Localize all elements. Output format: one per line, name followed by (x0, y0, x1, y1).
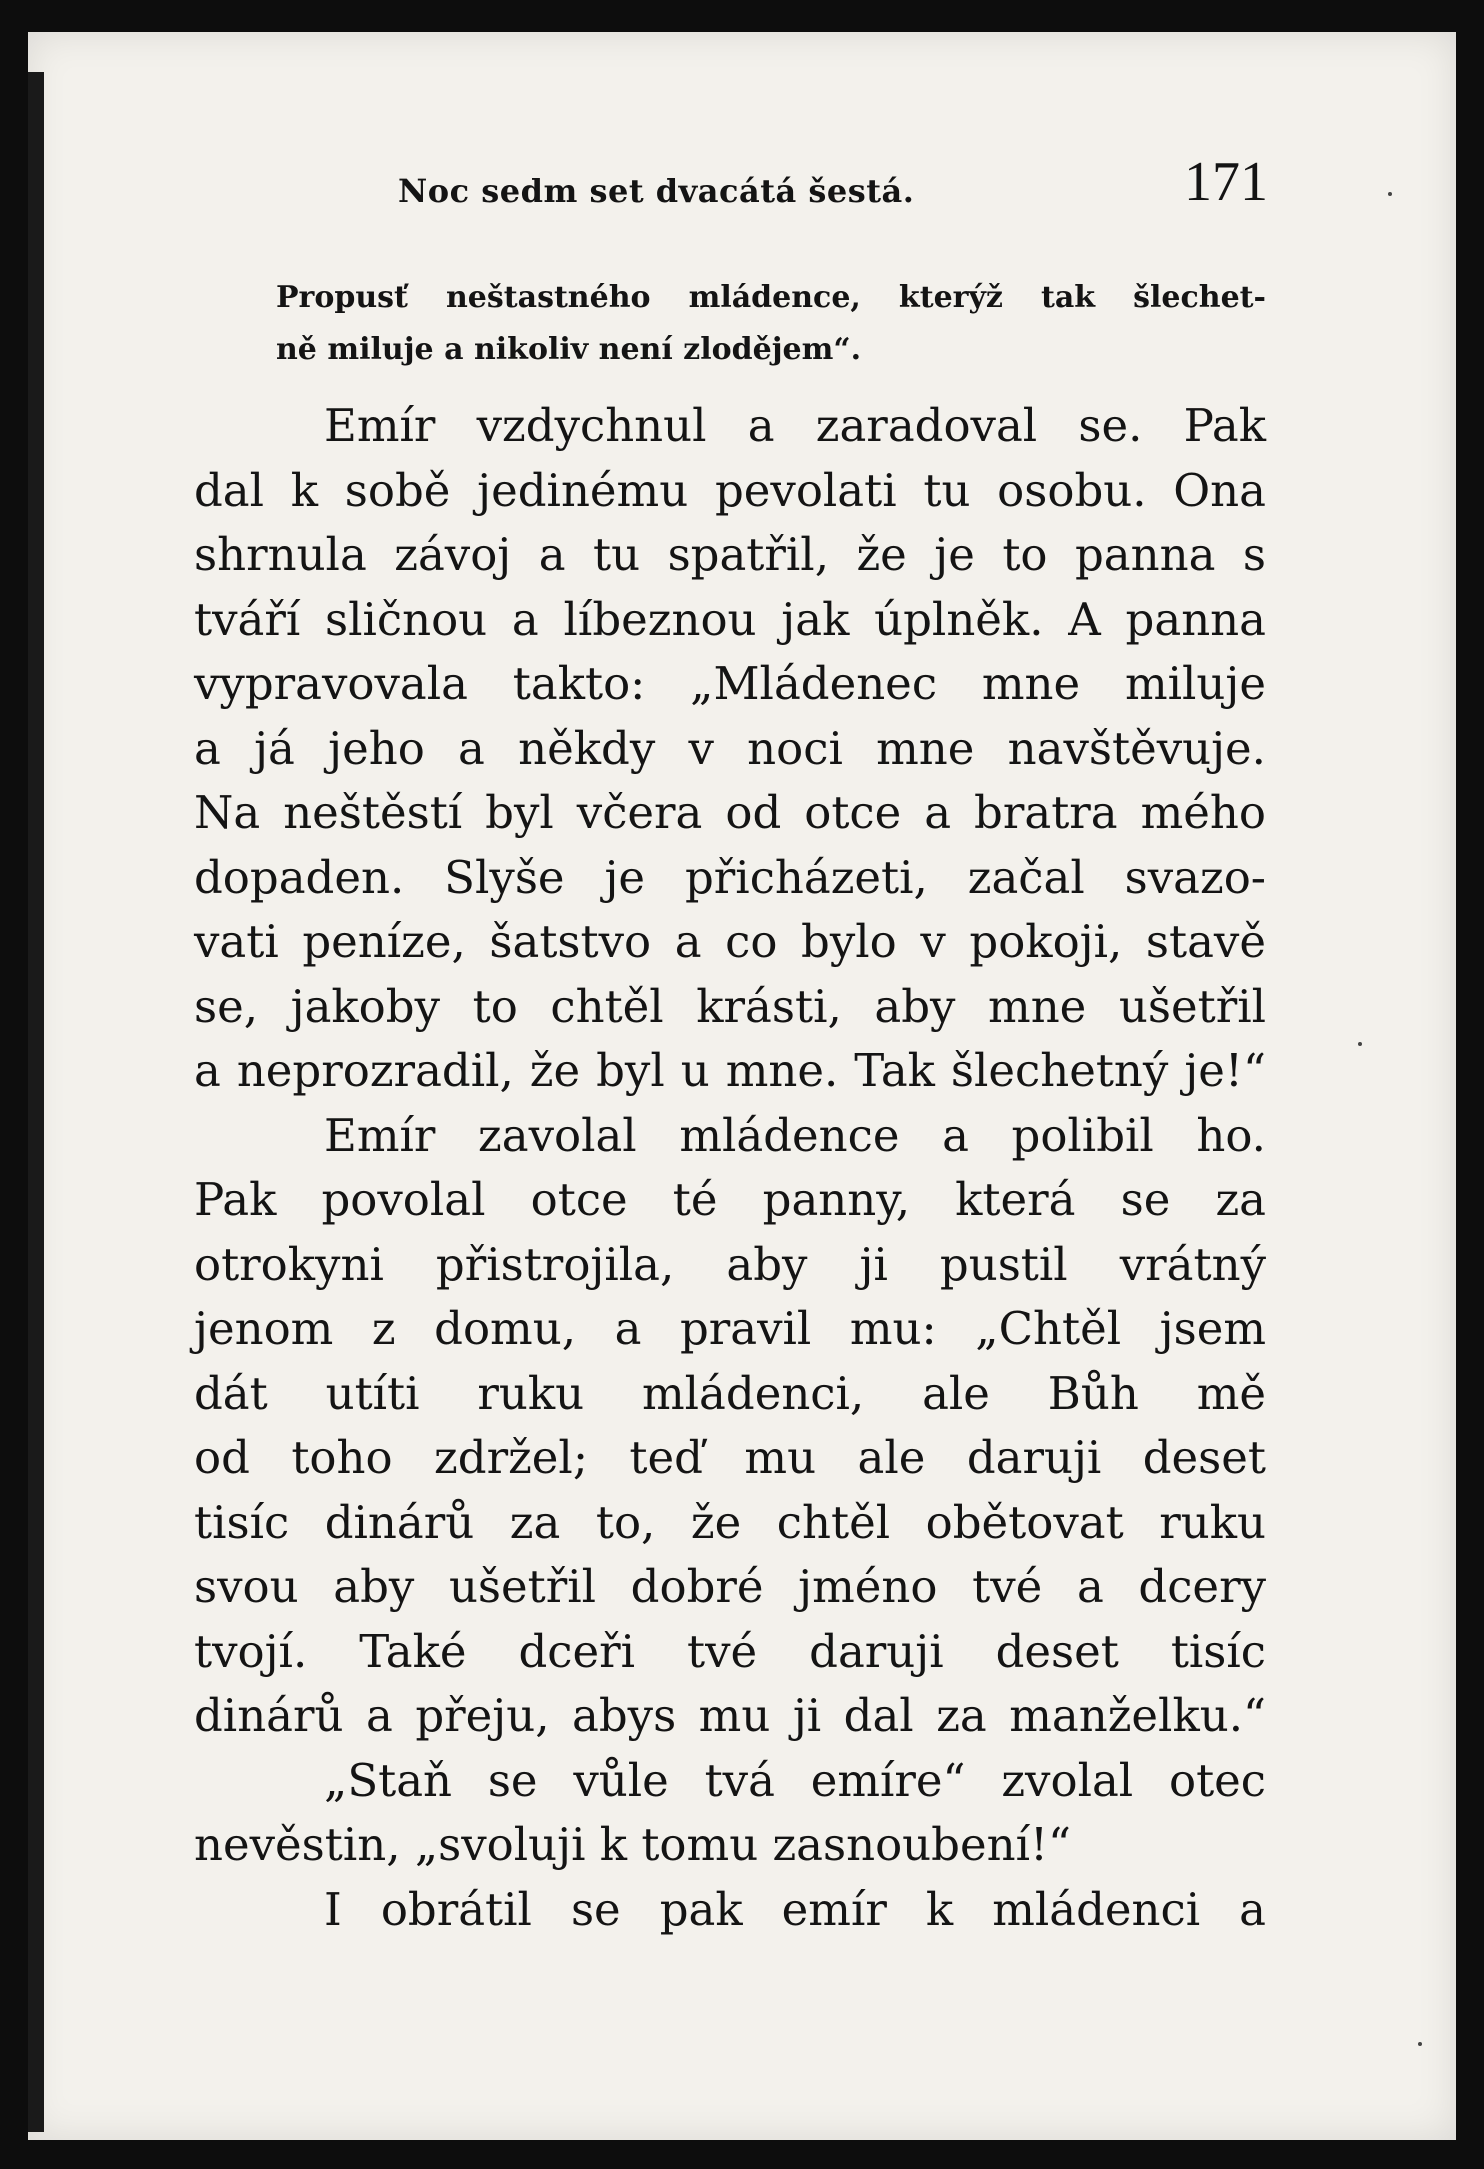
body-line: tváří sličnou a líbeznou jak úplněk. A panna (194, 592, 1266, 646)
page-number: 171 (1184, 151, 1268, 213)
quote-line: Propusť neštastného mládence, kterýž tak šlechet- (276, 280, 1266, 315)
body-line: dal k sobě jedinému pevolati tu osobu. Ona (194, 463, 1266, 517)
running-head (398, 142, 1268, 222)
body-line: svou aby ušetřil dobré jméno tvé a dcery (194, 1560, 1266, 1613)
quote-line: ně miluje a nikoliv není zlodějem“. (276, 332, 862, 367)
opening-quote-block (276, 272, 1266, 376)
body-line: nevěstin, „svoluji k tomu zasnoubení!“ (194, 1818, 1072, 1871)
book-page (28, 32, 1456, 2140)
book-spine-shadow (28, 72, 44, 2132)
body-text (194, 394, 1266, 1942)
body-line: „Staň se vůle tvá emíre“ zvolal otec (324, 1753, 1266, 1807)
running-title: Noc sedm set dvacátá šestá. (398, 172, 915, 210)
body-line: tisíc dinárů za to, že chtěl obětovat ruku (194, 1495, 1266, 1549)
body-line: vati peníze, šatstvo a co bylo v pokoji, stavě (194, 915, 1266, 968)
body-line: Emír vzdychnul a zaradoval se. Pak (324, 399, 1266, 452)
body-line: vypravovala takto: „Mládenec mne miluje (194, 657, 1266, 710)
body-line: I obrátil se pak emír k mládenci a (324, 1882, 1266, 1936)
body-line: dopaden. Slyše je přicházeti, začal svazo- (194, 850, 1266, 904)
print-speck (1358, 1042, 1362, 1046)
body-line: tvojí. Také dceři tvé daruji deset tisíc (194, 1624, 1266, 1678)
body-line: Na neštěstí byl včera od otce a bratra mého (194, 786, 1266, 839)
body-line: dinárů a přeju, abys mu ji dal za manželku.“ (194, 1689, 1266, 1742)
print-speck (1418, 2042, 1422, 2046)
body-line: a já jeho a někdy v noci mne navštěvuje. (194, 721, 1266, 775)
print-speck (1388, 192, 1392, 196)
body-line: od toho zdržel; teď mu ale daruji deset (194, 1431, 1266, 1484)
body-line: shrnula závoj a tu spatřil, že je to panna s (194, 528, 1266, 581)
body-line: se, jakoby to chtěl krásti, aby mne ušetřil (194, 979, 1266, 1033)
body-line: Pak povolal otce té panny, která se za (194, 1173, 1266, 1226)
body-line: Emír zavolal mládence a polibil ho. (324, 1108, 1266, 1162)
body-line: dát utíti ruku mládenci, ale Bůh mě (194, 1366, 1266, 1420)
body-line: jenom z domu, a pravil mu: „Chtěl jsem (194, 1302, 1266, 1355)
body-line: otrokyni přistrojila, aby ji pustil vrátný (194, 1237, 1266, 1291)
body-line: a neprozradil, že byl u mne. Tak šlechetný je!“ (194, 1044, 1266, 1097)
